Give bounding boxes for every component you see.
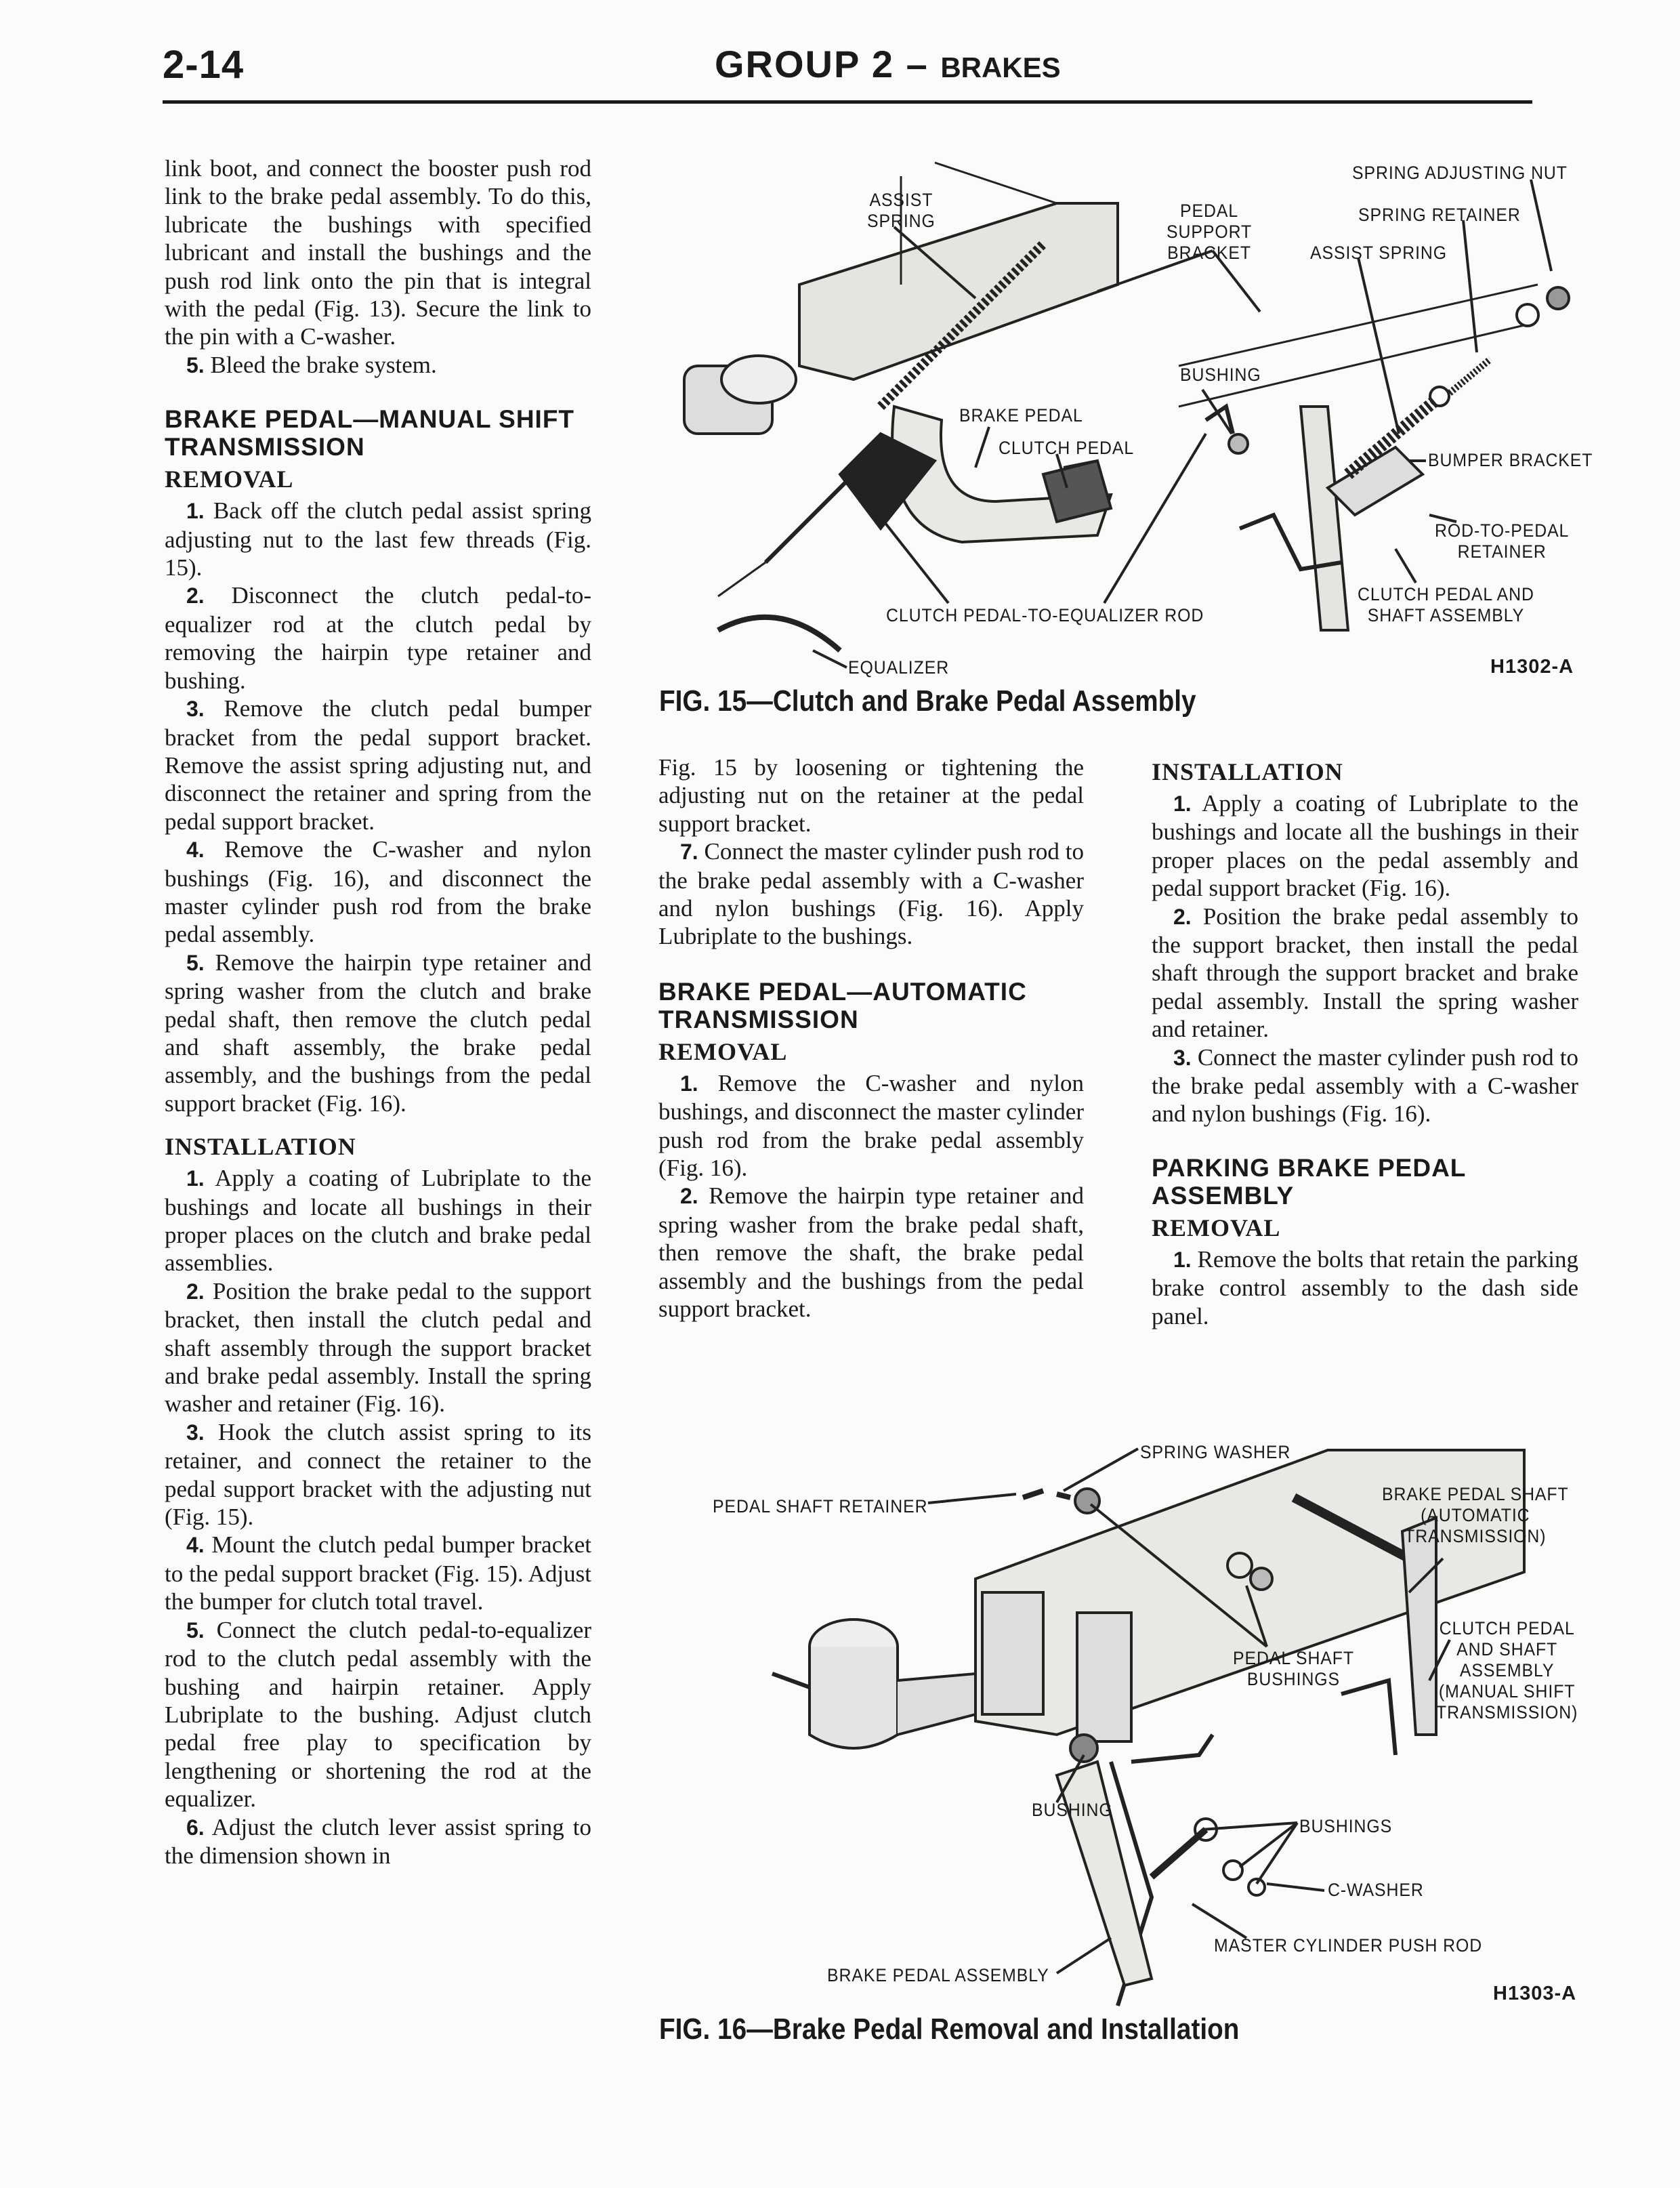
step-text: Remove the bolts that retain the parking brake control assembly to the dash side panel. [1152, 1245, 1578, 1329]
step-number: 2. [186, 1279, 205, 1304]
label-clutch-pedal: CLUTCH PEDAL [999, 438, 1135, 458]
step-number: 1. [680, 1071, 698, 1096]
section-heading: BRAKE PEDAL—AUTOMATIC TRANSMISSION [658, 977, 1027, 1033]
step-number: 1. [186, 499, 205, 524]
label-assist-spring-right: ASSIST SPRING [1310, 243, 1447, 263]
figure-caption: FIG. 16—Brake Pedal Removal and Installation [659, 2012, 1240, 2046]
step-text: Apply a coating of Lubriplate to the bushings and locate all bushings in their proper places on the clutch and brake pedal assemblies. [165, 1165, 592, 1277]
subsection-heading: INSTALLATION [165, 1133, 356, 1161]
step-number: 7. [680, 840, 698, 865]
step-number: 3. [186, 1420, 205, 1445]
label-c-washer: C-WASHER [1328, 1880, 1424, 1900]
step-number: 2. [680, 1184, 698, 1209]
label-clutch-pedal-shaft-assembly: CLUTCH PEDAL AND SHAFT ASSEMBLY [1358, 584, 1534, 625]
label-clutch-pedal-to-equalizer-rod: CLUTCH PEDAL-TO-EQUALIZER ROD [886, 605, 1204, 625]
section-heading: PARKING BRAKE PEDAL ASSEMBLY [1152, 1153, 1466, 1210]
step-text: Hook the clutch assist spring to its retainer, and connect the retainer to the pedal support bracket with the adjusting nut (Fig. 15). [165, 1418, 591, 1531]
label-spring-adjusting-nut: SPRING ADJUSTING NUT [1352, 163, 1568, 183]
step-text: Bleed the brake system. [210, 351, 437, 378]
step-text: Mount the clutch pedal bumper bracket to the pedal support bracket (Fig. 15). Adjust the bumper for clutch total travel. [165, 1531, 592, 1615]
step-number: 6. [186, 1815, 205, 1840]
step-number: 3. [1173, 1045, 1192, 1070]
label-spring-washer: SPRING WASHER [1140, 1442, 1291, 1462]
step-text: Remove the hairpin type retainer and spring washer from the brake pedal shaft, then remove the shaft, the brake pedal assembly and the bushings from the pedal support bracket. [658, 1182, 1085, 1323]
label-brake-pedal: BRAKE PEDAL [959, 405, 1083, 426]
step-number: 4. [186, 1533, 205, 1558]
label-pedal-shaft-retainer: PEDAL SHAFT RETAINER [713, 1496, 928, 1516]
label-bushing: BUSHING [1032, 1800, 1113, 1820]
step-number: 2. [1173, 904, 1192, 929]
step-text: Remove the clutch pedal bumper bracket from the pedal support bracket. Remove the assist spring adjusting nut, and disconnect the retainer and spring from the pedal support bracket. [165, 695, 592, 835]
step-text: Position the brake pedal assembly to the support bracket, then install the pedal shaft through the support bracket and brake pedal assembly. Install the spring washer and retainer. [1152, 903, 1578, 1043]
step-number: 4. [186, 838, 205, 863]
figure-caption: FIG. 15—Clutch and Brake Pedal Assembly [659, 684, 1196, 718]
step-text: Apply a coating of Lubriplate to the bushings and locate all the bushings in their proper places on the pedal assembly and pedal support bracket (Fig. 16). [1152, 790, 1579, 902]
subsection-heading: REMOVAL [1152, 1214, 1281, 1241]
label-bumper-bracket: BUMPER BRACKET [1428, 450, 1593, 470]
step-number: 5. [186, 1617, 205, 1643]
label-clutch-pedal-shaft-assembly: CLUTCH PEDAL AND SHAFT ASSEMBLY (MANUAL SHIFT TRANSMISSION) [1436, 1618, 1578, 1722]
header-dash: – [894, 43, 941, 85]
step-text: link boot, and connect the booster push rod link to the brake pedal assembly. To do this, lubricate the bushings with specified lubricant and install the bushings and the push rod link onto the pin that is integral with the pedal (Fig. 13). Secure the link to the pin with a C-washer. [165, 155, 591, 350]
label-pedal-shaft-bushings: PEDAL SHAFT BUSHINGS [1233, 1648, 1354, 1689]
section-heading: BRAKE PEDAL—MANUAL SHIFT TRANSMISSION [165, 405, 575, 461]
figure-id: H1303-A [1493, 1983, 1577, 2004]
step-number: 1. [1173, 1247, 1192, 1272]
step-text: Connect the master cylinder push rod to the brake pedal assembly with a C-washer and nylon bushings (Fig. 16). [1152, 1044, 1578, 1128]
label-equalizer: EQUALIZER [848, 657, 950, 678]
step-text: Disconnect the clutch pedal-to-equalizer rod at the clutch pedal by removing the hairpin type retainer and bushing. [165, 582, 591, 694]
step-number: 3. [186, 697, 205, 722]
step-text: Connect the master cylinder push rod to the brake pedal assembly with a C-washer and nylon bushings (Fig. 16). Apply Lubriplate to the bushings. [658, 838, 1084, 950]
label-bushing: BUSHING [1180, 365, 1261, 385]
label-brake-pedal-assembly: BRAKE PEDAL ASSEMBLY [827, 1965, 1049, 1985]
figure-id: H1302-A [1490, 656, 1574, 678]
subsection-heading: REMOVAL [658, 1037, 788, 1065]
step-text: Adjust the clutch lever assist spring to the dimension shown in [165, 1813, 592, 1869]
step-number: 2. [186, 583, 205, 608]
group-label: GROUP 2 [715, 43, 895, 85]
step-text: Fig. 15 by loosening or tightening the adjusting nut on the retainer at the pedal support bracket. [658, 754, 1084, 837]
label-rod-to-pedal-retainer: ROD-TO-PEDAL RETAINER [1435, 520, 1570, 562]
step-text: Connect the clutch pedal-to-equalizer rod to the clutch pedal assembly with the bushing and hairpin retainer. Apply Lubriplate to the bushing. Adjust clutch pedal free play to specification by lengthening or shortening the rod at the equalizer. [165, 1616, 591, 1813]
subsection-heading: REMOVAL [165, 466, 294, 493]
section-label: BRAKES [940, 51, 1061, 83]
step-number: 5. [186, 950, 205, 975]
label-assist-spring: ASSIST SPRING [867, 190, 936, 231]
label-spring-retainer: SPRING RETAINER [1358, 205, 1521, 225]
page-number: 2-14 [163, 43, 245, 87]
step-text: Remove the C-washer and nylon bushings (Fig. 16), and disconnect the master cylinder push rod from the brake pedal assembly. [165, 836, 592, 948]
step-number: 5. [186, 352, 205, 377]
step-text: Remove the C-washer and nylon bushings, and disconnect the master cylinder push rod from the brake pedal assembly (Fig. 16). [658, 1069, 1084, 1182]
subsection-heading: INSTALLATION [1152, 758, 1343, 785]
step-number: 1. [1173, 791, 1192, 816]
label-pedal-support-bracket: PEDAL SUPPORT BRACKET [1167, 201, 1253, 263]
label-master-cylinder-push-rod: MASTER CYLINDER PUSH ROD [1214, 1935, 1483, 1956]
label-bushings: BUSHINGS [1299, 1816, 1393, 1836]
label-brake-pedal-shaft: BRAKE PEDAL SHAFT (AUTOMATIC TRANSMISSION) [1382, 1484, 1569, 1546]
step-text: Back off the clutch pedal assist spring adjusting nut to the last few threads (Fig. 15). [165, 497, 592, 581]
step-text: Remove the hairpin type retainer and spring washer from the clutch and brake pedal shaft, then remove the clutch pedal and shaft assembly, the brake pedal assembly, and the bushings from the pedal support bracket (Fig. 16). [165, 949, 591, 1117]
step-number: 1. [186, 1166, 205, 1191]
step-text: Position the brake pedal to the support bracket, then install the clutch pedal and shaft assembly through the support bracket and brake pedal assembly. Install the spring washer and retainer (Fig. 16). [165, 1277, 591, 1418]
